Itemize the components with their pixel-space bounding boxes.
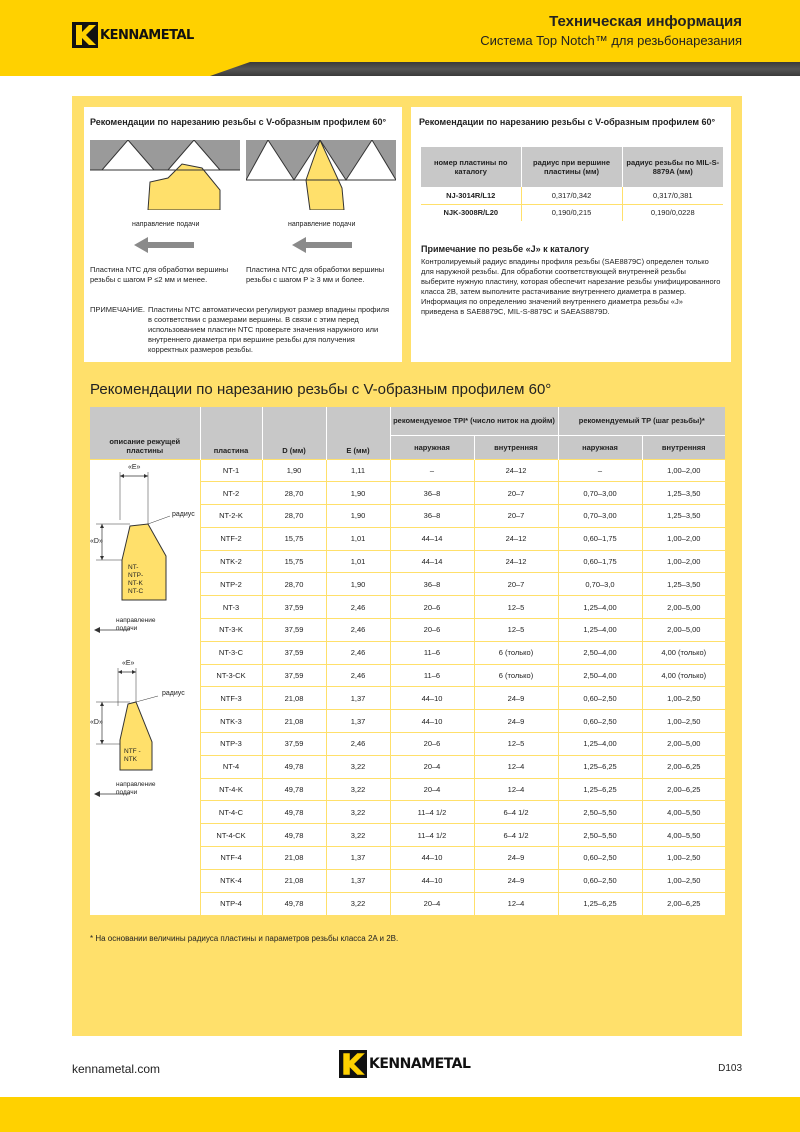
cell-tpi-int: 24–9 (474, 847, 558, 870)
cell-d: 37,59 (262, 664, 326, 687)
cell-tp-ext: – (558, 459, 642, 482)
cell-d: 28,70 (262, 482, 326, 505)
radius-label: радиус (172, 510, 195, 518)
cell-tpi-int: 20–7 (474, 573, 558, 596)
cell-tp-int: 4,00 (только) (642, 641, 725, 664)
table-cell: 0,190/0,0228 (622, 204, 723, 221)
thread-diagram-small-pitch (90, 140, 240, 210)
table-cell: 0,190/0,215 (521, 204, 622, 221)
e-dimension-label: «E» (122, 659, 135, 667)
footer-url-link[interactable]: kennametal.com (72, 1062, 161, 1076)
cell-tp-int: 1,00–2,00 (642, 459, 725, 482)
cell-tpi-ext: 11–4 1/2 (390, 824, 474, 847)
right-box-title: Рекомендации по нарезанию резьбы с V-образным профилем 60° (419, 117, 716, 127)
footnote: * На основании величины радиуса пластины и параметров резьбы класса 2A и 2B. (90, 934, 399, 943)
insert-type-label: NTF - (124, 747, 141, 755)
kennametal-logo-icon (339, 1050, 367, 1078)
cell-tpi-ext: 20–6 (390, 733, 474, 756)
cell-tpi-ext: 44–14 (390, 527, 474, 550)
radius-table-header: радиус резьбы по MIL-S-8879A (мм) (622, 147, 723, 187)
cell-insert: NT-4-C (200, 801, 262, 824)
col-header-tpi-int: внутренняя (474, 435, 558, 459)
cell-e: 1,37 (326, 869, 390, 892)
cell-e: 1,11 (326, 459, 390, 482)
cell-d: 49,78 (262, 892, 326, 915)
feed-direction-label: направление подачи (116, 616, 156, 632)
table-cell: 0,317/0,342 (521, 187, 622, 204)
cell-insert: NT-4-K (200, 778, 262, 801)
cell-e: 3,22 (326, 755, 390, 778)
main-table-body (90, 459, 725, 915)
cell-insert: NTF-4 (200, 847, 262, 870)
cell-tpi-int: 12–5 (474, 619, 558, 642)
cell-tp-ext: 2,50–4,00 (558, 641, 642, 664)
cell-tpi-int: 6–4 1/2 (474, 801, 558, 824)
insert-type-label: NTK (124, 755, 137, 763)
radius-table-header: радиус при вершине пластины (мм) (521, 147, 622, 187)
cell-d: 49,78 (262, 801, 326, 824)
cell-d: 37,59 (262, 596, 326, 619)
cell-tp-int: 4,00 (только) (642, 664, 725, 687)
cell-d: 49,78 (262, 755, 326, 778)
cell-insert: NT-3-C (200, 641, 262, 664)
cell-tp-ext: 0,60–2,50 (558, 710, 642, 733)
cell-d: 21,08 (262, 687, 326, 710)
cell-tp-int: 1,00–2,50 (642, 710, 725, 733)
cell-tpi-int: 12–4 (474, 778, 558, 801)
cell-tpi-ext: 44–10 (390, 710, 474, 733)
radius-table (421, 147, 723, 221)
cell-e: 1,90 (326, 505, 390, 528)
cell-e: 1,01 (326, 527, 390, 550)
cell-d: 21,08 (262, 710, 326, 733)
cell-e: 2,46 (326, 733, 390, 756)
feed-arrow-2-icon (292, 237, 352, 253)
cell-tpi-ext: 20–6 (390, 596, 474, 619)
insert-diagram-cell (90, 459, 200, 915)
cell-tp-int: 1,00–2,50 (642, 869, 725, 892)
cell-e: 1,90 (326, 573, 390, 596)
cell-tp-ext: 1,25–4,00 (558, 619, 642, 642)
cell-tp-ext: 1,25–4,00 (558, 733, 642, 756)
footer-logo-text: KENNAMETAL (369, 1056, 471, 1072)
radius-table-header: номер пластины по каталогу (434, 158, 508, 176)
cell-e: 1,37 (326, 687, 390, 710)
col-header-tp-ext: наружная (558, 435, 642, 459)
cell-tp-ext: 0,60–2,50 (558, 687, 642, 710)
cell-d: 37,59 (262, 733, 326, 756)
cell-tp-int: 4,00–5,50 (642, 801, 725, 824)
kennametal-logo-icon (72, 22, 98, 48)
cell-tpi-ext: 20–4 (390, 778, 474, 801)
feed-direction-label-1: направление подачи (132, 221, 200, 228)
cell-tpi-int: 12–4 (474, 892, 558, 915)
cell-insert: NT-3 (200, 596, 262, 619)
cell-e: 2,46 (326, 664, 390, 687)
cell-tp-int: 1,00–2,00 (642, 527, 725, 550)
cell-insert: NT-3-K (200, 619, 262, 642)
cell-tpi-ext: 44–10 (390, 869, 474, 892)
cell-tp-ext: 2,50–4,00 (558, 664, 642, 687)
page-title: Техническая информация (549, 13, 742, 30)
cell-insert: NTP-3 (200, 733, 262, 756)
cell-tp-int: 1,00–2,00 (642, 550, 725, 573)
cell-tp-ext: 0,60–2,50 (558, 847, 642, 870)
table-row (90, 459, 725, 482)
cell-tpi-int: 24–12 (474, 527, 558, 550)
cell-tpi-ext: 44–14 (390, 550, 474, 573)
main-table (90, 407, 725, 915)
left-box-title: Рекомендации по нарезанию резьбы с V-образным профилем 60° (90, 117, 387, 127)
page-number: D103 (718, 1063, 742, 1074)
header-stripe-accent (0, 62, 210, 76)
j-thread-note-text: Контролируемый радиус впадины профиля резьбы (SAE8879C) определен только для наружной резьбы. Для обработки соответствующей внутренней резьбы выберите нужную пластину, которая обеспечит нарезание резьбы унифицированного класса 2B, затем выполните растачивание внутреннего диаметра в размер. Информация по определению значений внутреннего диаметра резьбы «J» приведена в SAE8879C, MIL-S-8879C и SAEAS8879D. (421, 257, 721, 316)
col-header-tp-int: внутренняя (642, 435, 725, 459)
col-group-tpi: рекомендуемое TPI* (число ниток на дюйм) (390, 407, 558, 435)
main-table-title: Рекомендации по нарезанию резьбы с V-образным профилем 60° (90, 381, 552, 398)
col-header-tpi-ext: наружная (390, 435, 474, 459)
cell-tp-ext: 2,50–5,50 (558, 824, 642, 847)
cell-tpi-ext: 36–8 (390, 505, 474, 528)
footer-logo (339, 1050, 470, 1078)
cell-tp-int: 2,00–5,00 (642, 596, 725, 619)
radius-label: радиус (162, 689, 185, 697)
right-recommendation-box (411, 107, 731, 362)
cell-insert: NTP-2 (200, 573, 262, 596)
cell-tpi-int: 12–5 (474, 596, 558, 619)
cell-tp-ext: 1,25–6,25 (558, 778, 642, 801)
cell-tp-int: 1,25–3,50 (642, 482, 725, 505)
cell-insert: NT-3-CK (200, 664, 262, 687)
cell-d: 49,78 (262, 824, 326, 847)
note-text: Пластины NTC автоматически регулируют размер впадины профиля в соответствии с размерами вершины. В связи с этим перед использованием пластин NTC проверьте значения наружного или внутреннего диаметра при вершине резьбы для получения корректных размеров резьбы. (148, 305, 390, 354)
cell-tp-int: 1,25–3,50 (642, 573, 725, 596)
cell-tpi-ext: 20–4 (390, 755, 474, 778)
cell-insert: NT-1 (200, 459, 262, 482)
cell-tpi-int: 24–9 (474, 710, 558, 733)
cell-tp-ext: 0,70–3,00 (558, 505, 642, 528)
cell-tp-int: 2,00–6,25 (642, 892, 725, 915)
cell-d: 49,78 (262, 778, 326, 801)
col-header-d: D (мм) (262, 407, 326, 459)
insert-diagram-1 (90, 460, 200, 660)
cell-d: 1,90 (262, 459, 326, 482)
cell-e: 3,22 (326, 778, 390, 801)
cell-tpi-int: 20–7 (474, 482, 558, 505)
cell-e: 2,46 (326, 619, 390, 642)
cell-d: 28,70 (262, 505, 326, 528)
cell-e: 1,37 (326, 710, 390, 733)
cell-insert: NT-2-K (200, 505, 262, 528)
col-header-description: описание режущей пластины (90, 407, 200, 459)
insert-type-label: NT-K (128, 579, 143, 587)
cell-tpi-ext: 11–6 (390, 641, 474, 664)
j-thread-note-title: Примечание по резьбе «J» к каталогу (421, 244, 589, 254)
table-cell: NJK-3008R/L20 (443, 208, 499, 218)
header-logo-text: KENNAMETAL (100, 27, 194, 43)
cell-tp-int: 2,00–6,25 (642, 778, 725, 801)
insert-type-label: NT- (128, 563, 139, 571)
cell-tpi-ext: 11–4 1/2 (390, 801, 474, 824)
cell-insert: NT-4 (200, 755, 262, 778)
cell-tp-int: 4,00–5,50 (642, 824, 725, 847)
left-recommendation-box (84, 107, 402, 362)
page-subtitle: Система Top Notch™ для резьбонарезания (480, 33, 742, 48)
cell-tp-int: 1,25–3,50 (642, 505, 725, 528)
cell-tp-ext: 0,60–1,75 (558, 550, 642, 573)
cell-tpi-ext: – (390, 459, 474, 482)
cell-tpi-int: 6 (только) (474, 641, 558, 664)
cell-tpi-int: 24–12 (474, 550, 558, 573)
cell-tpi-ext: 20–4 (390, 892, 474, 915)
cell-insert: NTF-2 (200, 527, 262, 550)
insert-type-label: NT-C (128, 587, 144, 595)
cell-d: 37,59 (262, 641, 326, 664)
cell-insert: NTK-3 (200, 710, 262, 733)
cell-tpi-int: 20–7 (474, 505, 558, 528)
cell-e: 1,01 (326, 550, 390, 573)
table-row (421, 187, 723, 204)
cell-d: 15,75 (262, 527, 326, 550)
cell-d: 28,70 (262, 573, 326, 596)
cell-e: 2,46 (326, 641, 390, 664)
cell-tp-ext: 1,25–6,25 (558, 892, 642, 915)
d-dimension-label: «D» (90, 537, 103, 545)
cell-tpi-int: 6–4 1/2 (474, 824, 558, 847)
cell-tp-ext: 0,70–3,0 (558, 573, 642, 596)
cell-tp-ext: 1,25–4,00 (558, 596, 642, 619)
caption-large-pitch: Пластина NTC для обработки вершины резьбы с шагом P ≥ 3 мм и более. (246, 265, 385, 284)
cell-tpi-ext: 36–8 (390, 573, 474, 596)
cell-tp-ext: 0,60–1,75 (558, 527, 642, 550)
cell-tpi-ext: 44–10 (390, 687, 474, 710)
cell-e: 3,22 (326, 892, 390, 915)
cell-tp-int: 1,00–2,50 (642, 847, 725, 870)
cell-insert: NT-4-CK (200, 824, 262, 847)
d-dimension-label: «D» (90, 718, 103, 726)
cell-insert: NTP-4 (200, 892, 262, 915)
cell-tp-int: 2,00–6,25 (642, 755, 725, 778)
feed-arrow-1-icon (134, 237, 194, 253)
cell-e: 2,46 (326, 596, 390, 619)
cell-tpi-ext: 36–8 (390, 482, 474, 505)
note-label: ПРИМЕЧАНИЕ. (90, 305, 145, 314)
cell-d: 21,08 (262, 847, 326, 870)
cell-tpi-int: 12–5 (474, 733, 558, 756)
cell-d: 15,75 (262, 550, 326, 573)
e-dimension-label: «E» (128, 463, 141, 471)
cell-tpi-ext: 44–10 (390, 847, 474, 870)
col-header-e: E (мм) (326, 407, 390, 459)
cell-e: 3,22 (326, 801, 390, 824)
header-logo (72, 22, 194, 48)
cell-tpi-int: 24–9 (474, 869, 558, 892)
cell-tp-int: 2,00–5,00 (642, 619, 725, 642)
cell-insert: NTF-3 (200, 687, 262, 710)
table-cell: 0,317/0,381 (622, 187, 723, 204)
cell-e: 1,37 (326, 847, 390, 870)
cell-insert: NTK-4 (200, 869, 262, 892)
cell-tp-int: 1,00–2,50 (642, 687, 725, 710)
footer-bar (0, 1097, 800, 1132)
cell-tpi-int: 24–9 (474, 687, 558, 710)
cell-e: 1,90 (326, 482, 390, 505)
insert-type-label: NTP- (128, 571, 144, 579)
cell-tp-ext: 1,25–6,25 (558, 755, 642, 778)
thread-diagram-large-pitch (246, 140, 396, 210)
cell-e: 3,22 (326, 824, 390, 847)
cell-tp-ext: 2,50–5,50 (558, 801, 642, 824)
caption-small-pitch: Пластина NTC для обработки вершины резьбы с шагом P ≤2 мм и менее. (90, 265, 229, 284)
cell-tp-int: 2,00–5,00 (642, 733, 725, 756)
cell-insert: NT-2 (200, 482, 262, 505)
cell-d: 37,59 (262, 619, 326, 642)
cell-insert: NTK-2 (200, 550, 262, 573)
feed-direction-label: направление подачи (116, 780, 156, 796)
cell-tp-ext: 0,60–2,50 (558, 869, 642, 892)
col-header-insert: пластина (200, 407, 262, 459)
table-cell: NJ-3014R/L12 (421, 187, 521, 204)
insert-diagram-2 (90, 660, 200, 860)
cell-tpi-int: 12–4 (474, 755, 558, 778)
cell-tpi-int: 6 (только) (474, 664, 558, 687)
cell-tp-ext: 0,70–3,00 (558, 482, 642, 505)
feed-direction-label-2: направление подачи (288, 221, 356, 228)
cell-d: 21,08 (262, 869, 326, 892)
cell-tpi-ext: 11–6 (390, 664, 474, 687)
table-row (421, 204, 723, 221)
cell-tpi-int: 24–12 (474, 459, 558, 482)
col-group-tp: рекомендуемый TP (шаг резьбы)* (558, 407, 725, 435)
cell-tpi-ext: 20–6 (390, 619, 474, 642)
